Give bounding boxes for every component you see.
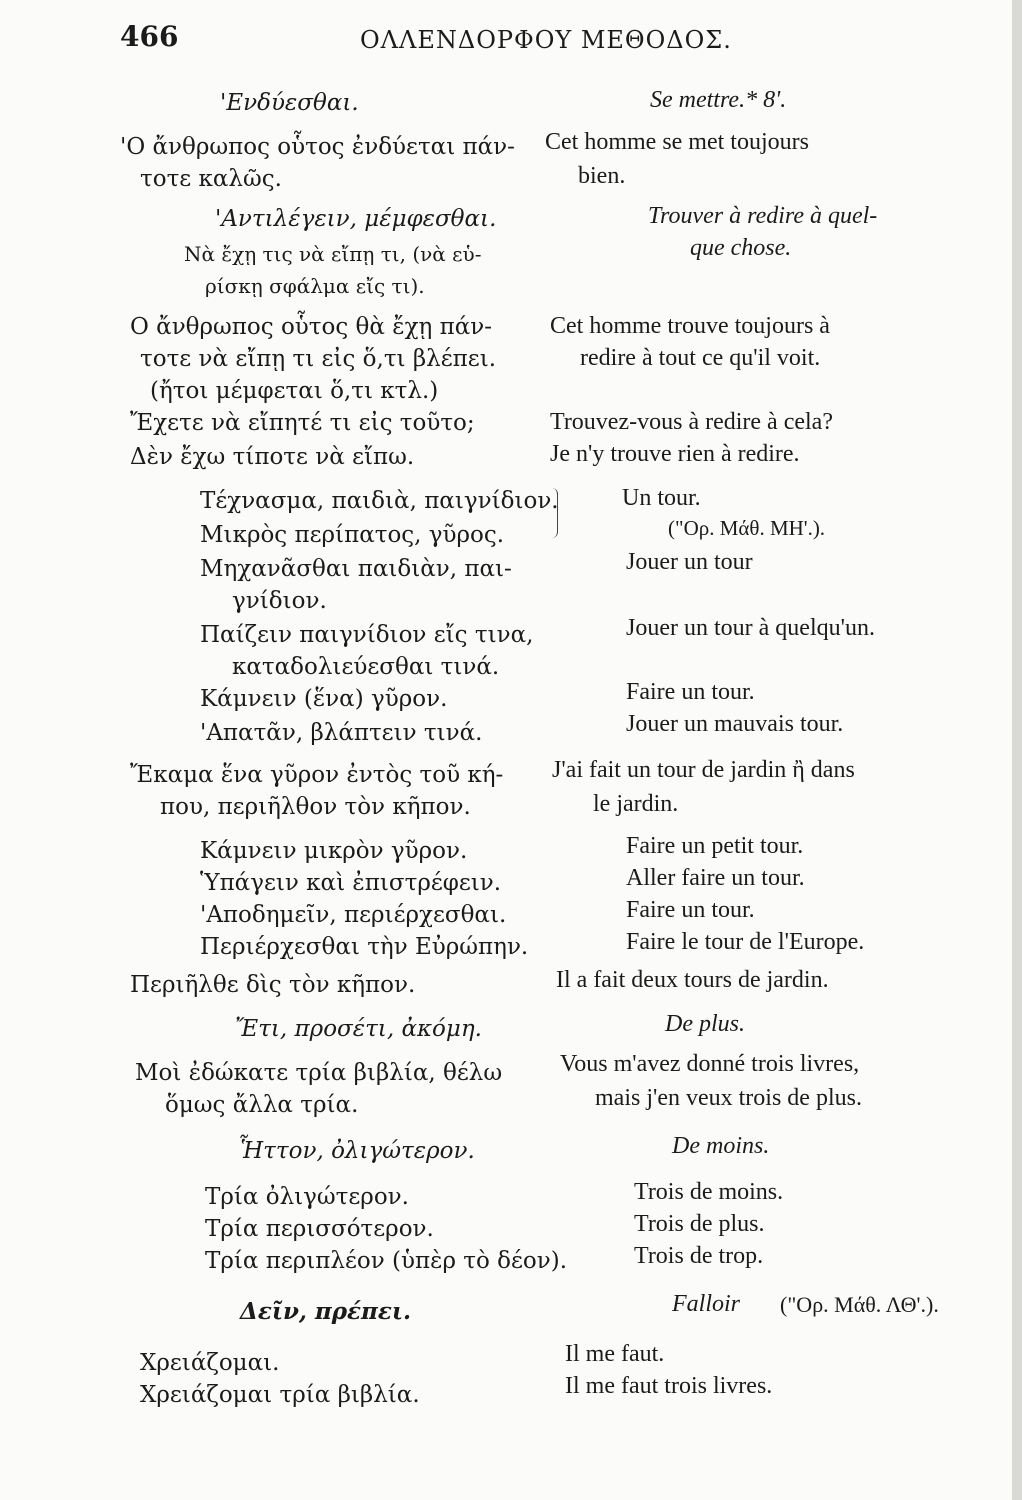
french-line: Il me faut trois livres.: [565, 1373, 773, 1399]
greek-line: Κάμνειν (ἕνα) γῦρον.: [200, 686, 448, 712]
greek-line: 'Ο ἄνθρωπος οὗτος ἐνδύεται πάν-: [120, 134, 515, 160]
greek-heading: Ἧττον, ὀλιγώτερον.: [238, 1138, 475, 1164]
french-line: Trois de plus.: [634, 1211, 765, 1237]
french-heading: De plus.: [665, 1011, 745, 1037]
greek-heading: 'Αντιλέγειν, μέμφεσθαι.: [215, 206, 497, 232]
greek-line: που, περιῆλθον τὸν κῆπον.: [160, 794, 471, 820]
french-reference: ("Ορ. Μάθ. ΛΘ'.).: [780, 1292, 939, 1317]
greek-line: τοτε νὰ εἴπῃ τι εἰς ὅ,τι βλέπει.: [140, 346, 497, 372]
french-line: le jardin.: [593, 791, 679, 817]
french-heading: Falloir: [672, 1291, 741, 1317]
greek-line: τοτε καλῶς.: [140, 166, 282, 192]
french-line: Trouvez-vous à redire à cela?: [550, 409, 833, 435]
french-line: Jouer un tour à quelqu'un.: [626, 615, 875, 641]
greek-line: Περιῆλθε δὶς τὸν κῆπον.: [130, 972, 416, 998]
greek-line: Ὑπάγειν καὶ ἐπιστρέφειν.: [200, 870, 502, 896]
page-edge-shadow: [1012, 0, 1022, 1500]
french-line: Cet homme se met toujours: [545, 129, 809, 155]
greek-line: Τρία περισσότερον.: [205, 1216, 434, 1242]
french-heading: Trouver à redire à quel-: [648, 203, 878, 229]
greek-line: Ἔκαμα ἕνα γῦρον ἐντὸς τοῦ κή-: [130, 762, 504, 788]
greek-line: ὅμως ἄλλα τρία.: [165, 1092, 359, 1118]
french-line: Aller faire un tour.: [626, 865, 805, 891]
greek-line: (ἤτοι μέμφεται ὅ,τι κτλ.): [150, 378, 439, 404]
greek-line: Μοὶ ἐδώκατε τρία βιβλία, θέλω: [135, 1060, 503, 1086]
french-line: Vous m'avez donné trois livres,: [560, 1051, 860, 1077]
greek-heading: 'Ενδύεσθαι.: [220, 90, 359, 116]
french-line: Un tour.: [622, 485, 701, 511]
french-line: redire à tout ce qu'il voit.: [580, 345, 821, 371]
greek-line: 'Απατᾶν, βλάπτειν τινά.: [200, 720, 483, 746]
greek-line: Μικρὸς περίπατος, γῦρος.: [200, 522, 505, 548]
greek-line: Μηχανᾶσθαι παιδιὰν, παι-: [200, 556, 512, 582]
greek-line: Τέχνασμα, παιδιὰ, παιγνίδιον.: [200, 488, 559, 514]
french-line: Il me faut.: [565, 1341, 665, 1367]
french-line: Jouer un mauvais tour.: [626, 711, 844, 737]
greek-heading: Ἔτι, προσέτι, ἀκόμη.: [235, 1016, 482, 1042]
french-heading: Se mettre.* 8'.: [650, 87, 787, 113]
french-heading: De moins.: [672, 1133, 770, 1159]
greek-line: Χρειάζομαι.: [140, 1350, 280, 1376]
french-line: J'ai fait un tour de jardin ἢ dans: [552, 757, 855, 783]
greek-line: Τρία ὀλιγώτερον.: [205, 1184, 409, 1210]
french-line: Il a fait deux tours de jardin.: [556, 967, 829, 993]
french-line: mais j'en veux trois de plus.: [595, 1085, 862, 1111]
french-line: Faire un tour.: [626, 897, 755, 923]
greek-line: καταδολιεύεσθαι τινά.: [232, 654, 500, 680]
french-line: Trois de trop.: [634, 1243, 764, 1269]
greek-line: Ἔχετε νὰ εἴπητέ τι εἰς τοῦτο;: [130, 410, 475, 436]
greek-line: γνίδιον.: [232, 588, 327, 614]
greek-line: Κάμνειν μικρὸν γῦρον.: [200, 838, 468, 864]
greek-line: Χρειάζομαι τρία βιβλία.: [140, 1382, 420, 1408]
french-line: Cet homme trouve toujours à: [550, 313, 830, 339]
french-line: Faire un petit tour.: [626, 833, 804, 859]
french-line: Je n'y trouve rien à redire.: [550, 441, 800, 467]
greek-line: Τρία περιπλέον (ὑπὲρ τὸ δέον).: [205, 1248, 568, 1274]
greek-line: Δὲν ἔχω τίποτε νὰ εἴπω.: [130, 444, 415, 470]
french-line: bien.: [578, 163, 626, 189]
running-title: ΟΛΛΕΝΔΟΡΦΟΥ ΜΕΘΟΔΟΣ.: [360, 26, 732, 54]
greek-line: 'Αποδημεῖν, περιέρχεσθαι.: [200, 902, 507, 928]
greek-line: Παίζειν παιγνίδιον εἴς τινα,: [200, 622, 534, 648]
french-heading: que chose.: [690, 235, 792, 261]
greek-line: Νὰ ἔχῃ τις νὰ εἴπῃ τι, (νὰ εὑ-: [184, 242, 482, 266]
page-number: 466: [120, 20, 179, 53]
brace-mark: [551, 488, 558, 538]
greek-line: ρίσκῃ σφάλμα εἴς τι).: [205, 274, 425, 298]
greek-heading: Δεῖν, πρέπει.: [240, 1298, 411, 1325]
french-line: Faire un tour.: [626, 679, 755, 705]
french-line: Trois de moins.: [634, 1179, 784, 1205]
french-line: Faire le tour de l'Europe.: [626, 929, 865, 955]
greek-line: Περιέρχεσθαι τὴν Εὐρώπην.: [200, 934, 529, 960]
french-line: Jouer un tour: [626, 549, 753, 575]
greek-line: Ο ἄνθρωπος οὗτος θὰ ἔχῃ πάν-: [130, 314, 493, 340]
french-reference: ("Ορ. Μάθ. ΜΗ'.).: [668, 516, 826, 540]
